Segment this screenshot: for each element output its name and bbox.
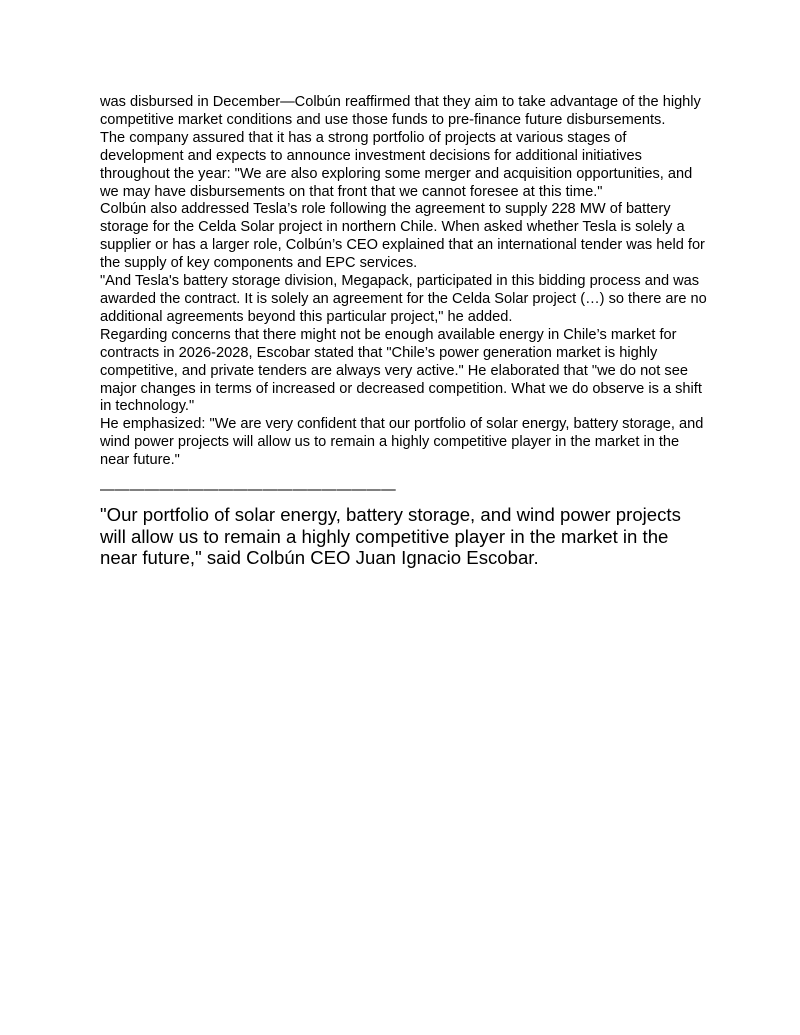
document-page bbox=[100, 94, 710, 569]
paragraph-megapack-quote: "And Tesla's battery storage division, Megapack, participated in this bidding process and was awarded the contract. It is solely an agreement for the Celda Solar project (…) so there are no additional agreements beyond this particular project," he added. bbox=[100, 273, 707, 325]
separator-line: ———————————————————— bbox=[100, 482, 396, 499]
paragraph-portfolio: The company assured that it has a strong portfolio of projects at various stages of development and expects to announce investment decisions for additional initiatives throughout the year: "We are also exploring some merger and acquisition opportunities, and we may have disbursements on that front that we cannot foresee at this time." bbox=[100, 129, 693, 200]
pull-quote: "Our portfolio of solar energy, battery storage, and wind power projects will allow us to remain a highly competitive player in the market in the near future," said Colbún CEO Juan Ignacio Escobar. bbox=[100, 503, 681, 569]
paragraph-ceo-emphasis: He emphasized: "We are very confident that our portfolio of solar energy, battery storage, and wind power projects will allow us to remain a highly competitive player in the market in the near future." bbox=[100, 416, 704, 469]
paragraph-tesla-role: Colbún also addressed Tesla’s role following the agreement to supply 228 MW of battery storage for the Celda Solar project in northern Chile. When asked whether Tesla is solely a supplier or has a larger role, Colbún’s CEO explained that an international tender was held for the supply of key components and EPC services. bbox=[100, 201, 705, 272]
paragraph-energy-market: Regarding concerns that there might not be enough available energy in Chile’s market for contracts in 2026-2028, Escobar stated that "Chile’s power generation market is highly competitive, and private tenders are always very active." He elaborated that "we do not see major changes in terms of increased or decreased competition. What we do observe is a shift in technology." bbox=[100, 326, 702, 415]
paragraph-disbursement: was disbursed in December—Colbún reaffirmed that they aim to take advantage of the highly competitive market conditions and use those funds to pre-finance future disbursements. bbox=[100, 94, 701, 128]
